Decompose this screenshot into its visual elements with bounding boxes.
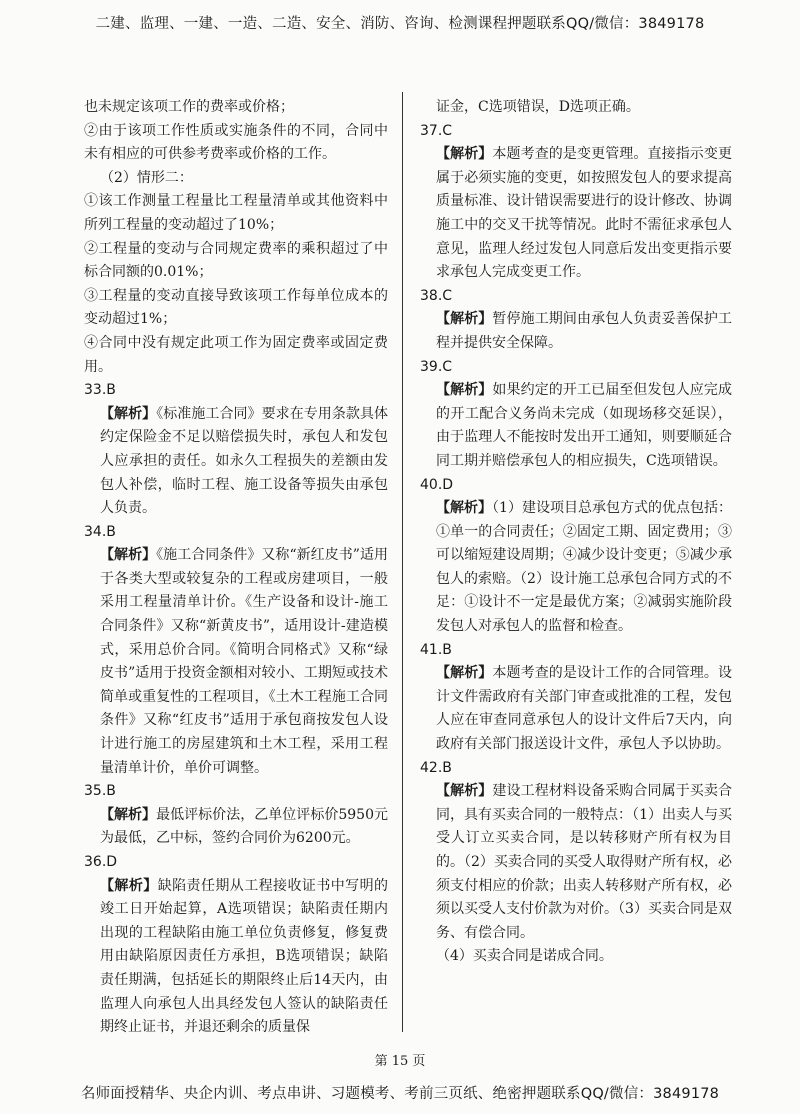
analysis-paragraph <box>420 308 732 355</box>
analysis-text: 本题考查的是设计工作的合同管理。设计文件需政府有关部门审查或批准的工程，发包人应在审查同意承包人的设计文件后7天内，向政府有关部门报送设计文件，承包人予以协助。 <box>436 665 733 753</box>
body-paragraph: ③工程量的变动直接导致该项工作每单位成本的变动超过1%； <box>84 287 388 328</box>
analysis-text: 最低评标价法，乙单位评标价5950元为最低，乙中标，签约合同价为6200元。 <box>100 806 389 847</box>
analysis-paragraph <box>420 143 732 285</box>
body-paragraph: 也未规定该项工作的费率或价格； <box>84 99 294 115</box>
question-answer: 42.B <box>420 759 452 776</box>
body-paragraph: ②工程量的变动与合同规定费率的乘积超过了中标合同额的0.01%； <box>84 240 388 281</box>
analysis-text: 本题考查的是变更管理。直接指示变更属于必须实施的变更，如按照发包人的要求提高质量标准、设计错误需要进行的设计修改、协调施工中的交叉干扰等情况。此时不需征求承包人意见，监理人经过发包人同意后发出变更指示要求承包人完成变更工作。 <box>436 146 733 281</box>
analysis-paragraph <box>84 544 388 780</box>
body-paragraph: 证金，C选项错误，D选项正确。 <box>436 99 640 115</box>
analysis-paragraph <box>84 403 388 521</box>
analysis-paragraph <box>420 780 732 945</box>
analysis-text: 缺陷责任期从工程接收证书中写明的竣工日开始起算，A选项错误；缺陷责任期内出现的工程缺陷由施工单位负责修复，修复费用由缺陷原因责任方承担，B选项错误；缺陷责任期满，包括延长的期限终止后14天内，由监理人向承包人出具经发包人签认的缺陷责任期终止证书，并退还剩余的质量保 <box>100 877 389 1036</box>
analysis-tag: 【解析】 <box>100 405 157 422</box>
column-divider <box>402 92 403 1032</box>
analysis-text: 如果约定的开工已届至但发包人应完成的开工配合义务尚未完成（如现场移交延误），由于监理人不能按时发出开工通知，则要顺延合同工期并赔偿承包人的相应损失，C选项错误。 <box>436 382 733 469</box>
analysis-paragraph <box>84 804 388 851</box>
question-answer: 41.B <box>420 641 452 658</box>
analysis-text: 建设工程材料设备采购合同属于买卖合同，具有买卖合同的一般特点：（1）出卖人与买受人订立买卖合同，是以转移财产所有权为目的。（2）买卖合同的买受人取得财产所有权，必须支付相应的价款；出卖人转移财产所有权，必须以买受人支付价款为对价。（3）买卖合同是双务、有偿合同。 <box>436 783 733 941</box>
question-answer: 34.B <box>84 523 116 540</box>
body-paragraph: ②由于该项工作性质或实施条件的不同，合同中未有相应的可供参考费率或价格的工作。 <box>84 122 388 163</box>
page-footer-contact: 名师面授精华、央企内训、考点串讲、习题模考、考前三页纸、绝密押题联系QQ/微信：3849178 <box>80 1086 720 1102</box>
question-answer: 35.B <box>84 783 116 800</box>
page-header-contact: 二建、监理、一建、一造、二造、安全、消防、咨询、检测课程押题联系QQ/微信：3849178 <box>95 16 705 32</box>
question-answer: 33.B <box>84 382 116 399</box>
analysis-tag: 【解析】 <box>436 146 493 163</box>
analysis-tag: 【解析】 <box>436 783 493 800</box>
page-number: 第 15 页 <box>374 1054 426 1069</box>
right-column <box>420 96 732 969</box>
analysis-tag: 【解析】 <box>100 877 158 894</box>
body-paragraph: （2）情形二： <box>100 169 193 186</box>
analysis-text: （1）建设项目总承包方式的优点包括：①单一的合同责任；②固定工期、固定费用；③可以缩短建设周期；④减少设计变更；⑤减少承包人的索赔。（2）设计施工总承包合同方式的不足：①设计不一定是最优方案；②减弱实施阶段发包人对承包人的监督和检查。 <box>436 500 733 635</box>
analysis-paragraph <box>420 497 732 639</box>
analysis-text: 《标准施工合同》要求在专用条款具体约定保险金不足以赔偿损失时，承包人和发包人应承担的责任。如永久工程损失的差额由发包人补偿，临时工程、施工设备等损失由承包人负责。 <box>100 405 389 517</box>
left-column <box>84 96 388 1040</box>
body-paragraph: ④合同中没有规定此项工作为固定费率或固定费用。 <box>84 334 388 375</box>
question-answer: 37.C <box>420 122 453 139</box>
analysis-tag: 【解析】 <box>436 500 493 517</box>
analysis-tag: 【解析】 <box>436 382 493 399</box>
question-answer: 40.D <box>420 476 454 493</box>
body-paragraph: ①该工作测量工程量比工程量清单或其他资料中所列工程量的变动超过了10%； <box>84 193 388 233</box>
analysis-paragraph <box>84 875 388 1040</box>
analysis-paragraph <box>420 379 732 473</box>
analysis-paragraph <box>420 662 732 756</box>
question-answer: 36.D <box>84 854 118 870</box>
body-paragraph: （4）买卖合同是诺成合同。 <box>436 948 613 965</box>
analysis-tag: 【解析】 <box>436 311 493 328</box>
analysis-text: 《施工合同条件》又称“新红皮书”适用于各类大型或较复杂的工程或房建项目，一般采用工程量清单计价。《生产设备和设计-施工合同条件》又称“新黄皮书”，适用设计-建造模式，采用总价合同。《简明合同格式》又称“绿皮书”适用于投资金额相对较小、工期短或技术简单或重复性的工程项目，《土木工程施工合同条件》又称“红皮书”适用于承包商按发包人设计进行施工的房屋建筑和土木工程，采用工程量清单计价，单价可调整。 <box>100 547 388 776</box>
analysis-tag: 【解析】 <box>436 665 493 682</box>
analysis-tag: 【解析】 <box>100 806 157 823</box>
analysis-tag: 【解析】 <box>100 547 157 564</box>
question-answer: 39.C <box>420 358 453 375</box>
analysis-text: 暂停施工期间由承包人负责妥善保护工程并提供安全保障。 <box>436 311 733 351</box>
question-answer: 38.C <box>420 287 453 304</box>
